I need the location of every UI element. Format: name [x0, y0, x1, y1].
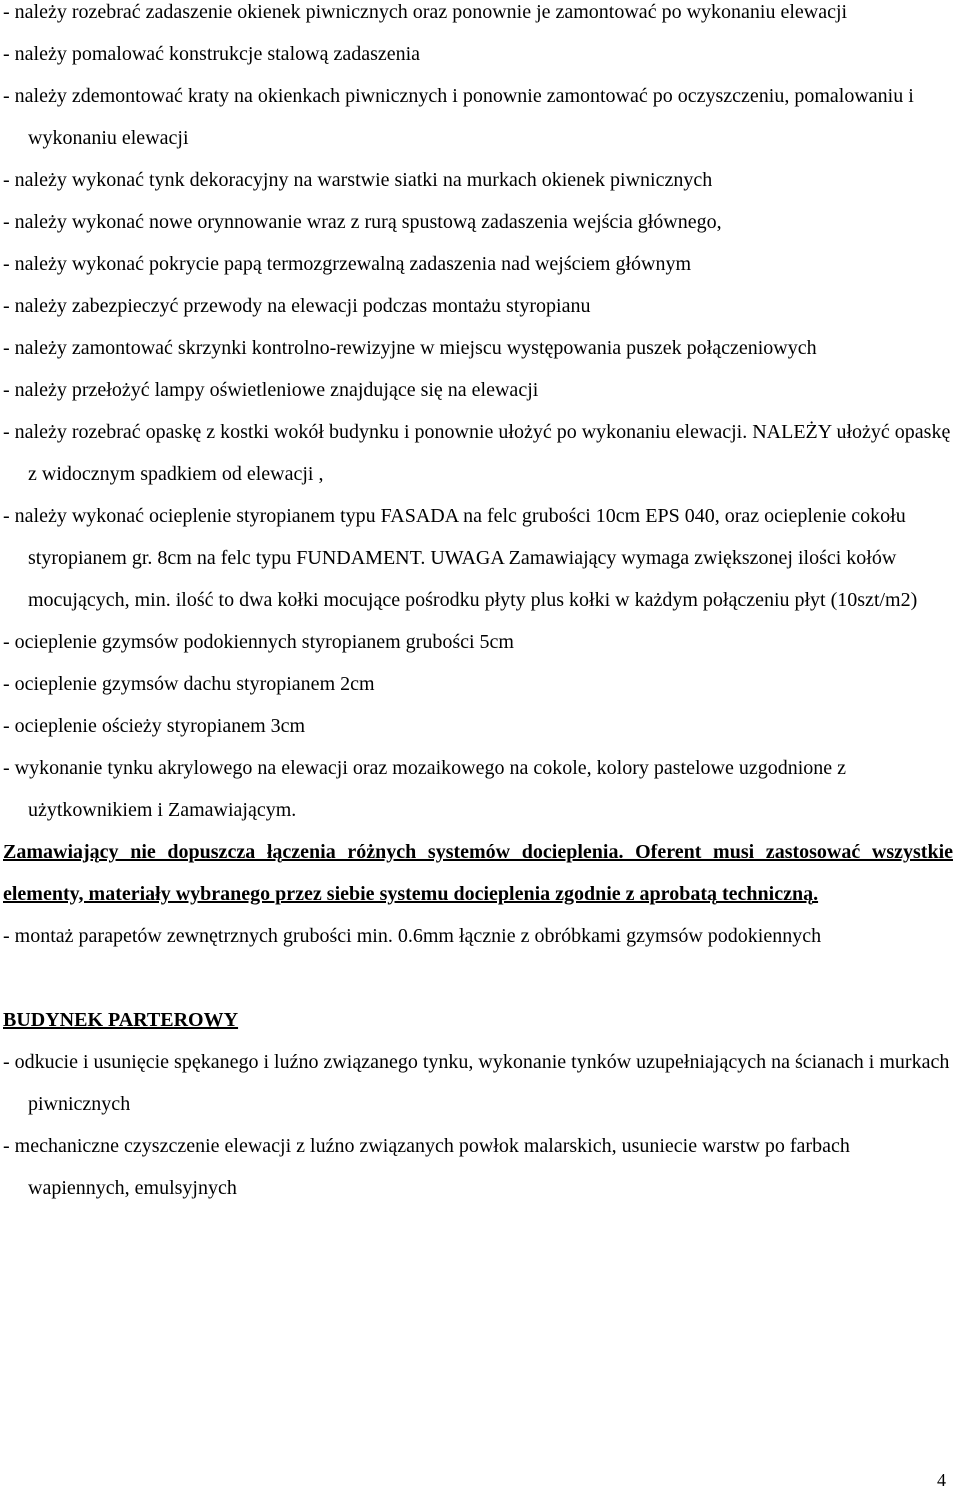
list-item: - należy wykonać tynk dekoracyjny na warstwie siatki na murkach okienek piwnicznych — [3, 169, 713, 191]
list-item: - należy rozebrać opaskę z kostki wokół budynku i ponownie ułożyć po wykonaniu elewacji. NALEŻY ułożyć opaskę z widocznym spadkiem od elewacji , — [3, 421, 951, 485]
list-item: - należy wykonać ocieplenie styropianem typu FASADA na felc grubości 10cm EPS 040, oraz ocieplenie cokołu styropianem gr. 8cm na felc typu FUNDAMENT. UWAGA Zamawiający wymaga zwiększonej ilości kołów mocujących, min. ilość to dwa kołki mocujące pośrodku płyty plus kołki w każdym połączeniu płyt (10szt/m2) — [3, 505, 918, 611]
list-item: - należy wykonać pokrycie papą termozgrzewalną zadaszenia nad wejściem głównym — [3, 253, 692, 275]
list-item: - wykonanie tynku akrylowego na elewacji oraz mozaikowego na cokole, kolory pastelowe uzgodnione z użytkownikiem i Zamawiającym. — [3, 757, 847, 821]
page-number: 4 — [937, 1470, 946, 1490]
list-item: - montaż parapetów zewnętrznych grubości min. 0.6mm łącznie z obróbkami gzymsów podokiennych — [3, 925, 822, 947]
list-item: - należy rozebrać zadaszenie okienek piwnicznych oraz ponownie je zamontować po wykonaniu elewacji — [3, 1, 848, 23]
list-item: - mechaniczne czyszczenie elewacji z luźno związanych powłok malarskich, usuniecie warstw po farbach wapiennych, emulsyjnych — [3, 1135, 850, 1199]
warning-note: Zamawiający nie dopuszcza łączenia różnych systemów docieplenia. Oferent musi zastosować wszystkie elementy, materiały wybranego przez siebie systemu docieplenia zgodnie z aprobatą techniczną. — [3, 841, 953, 905]
list-item: - odkucie i usunięcie spękanego i luźno związanego tynku, wykonanie tynków uzupełniających na ścianach i murkach piwnicznych — [3, 1051, 950, 1115]
list-item: - należy zdemontować kraty na okienkach piwnicznych i ponownie zamontować po oczyszczeniu, pomalowaniu i wykonaniu elewacji — [3, 85, 914, 149]
list-item: - ocieplenie ościeży styropianem 3cm — [3, 715, 306, 737]
list-item: - należy wykonać nowe orynnowanie wraz z rurą spustową zadaszenia wejścia głównego, — [3, 211, 722, 233]
list-item: - należy zabezpieczyć przewody na elewacji podczas montażu styropianu — [3, 295, 591, 317]
spacer — [3, 957, 953, 999]
list-item: - ocieplenie gzymsów podokiennych styropianem grubości 5cm — [3, 631, 514, 653]
list-item: - należy przełożyć lampy oświetleniowe znajdujące się na elewacji — [3, 379, 539, 401]
list-item: - należy zamontować skrzynki kontrolno-rewizyjne w miejscu występowania puszek połączeniowych — [3, 337, 817, 359]
section-heading: BUDYNEK PARTEROWY — [3, 1009, 239, 1031]
list-item: - ocieplenie gzymsów dachu styropianem 2cm — [3, 673, 375, 695]
document-page — [3, 0, 953, 1209]
list-item: - należy pomalować konstrukcje stalową zadaszenia — [3, 43, 421, 65]
